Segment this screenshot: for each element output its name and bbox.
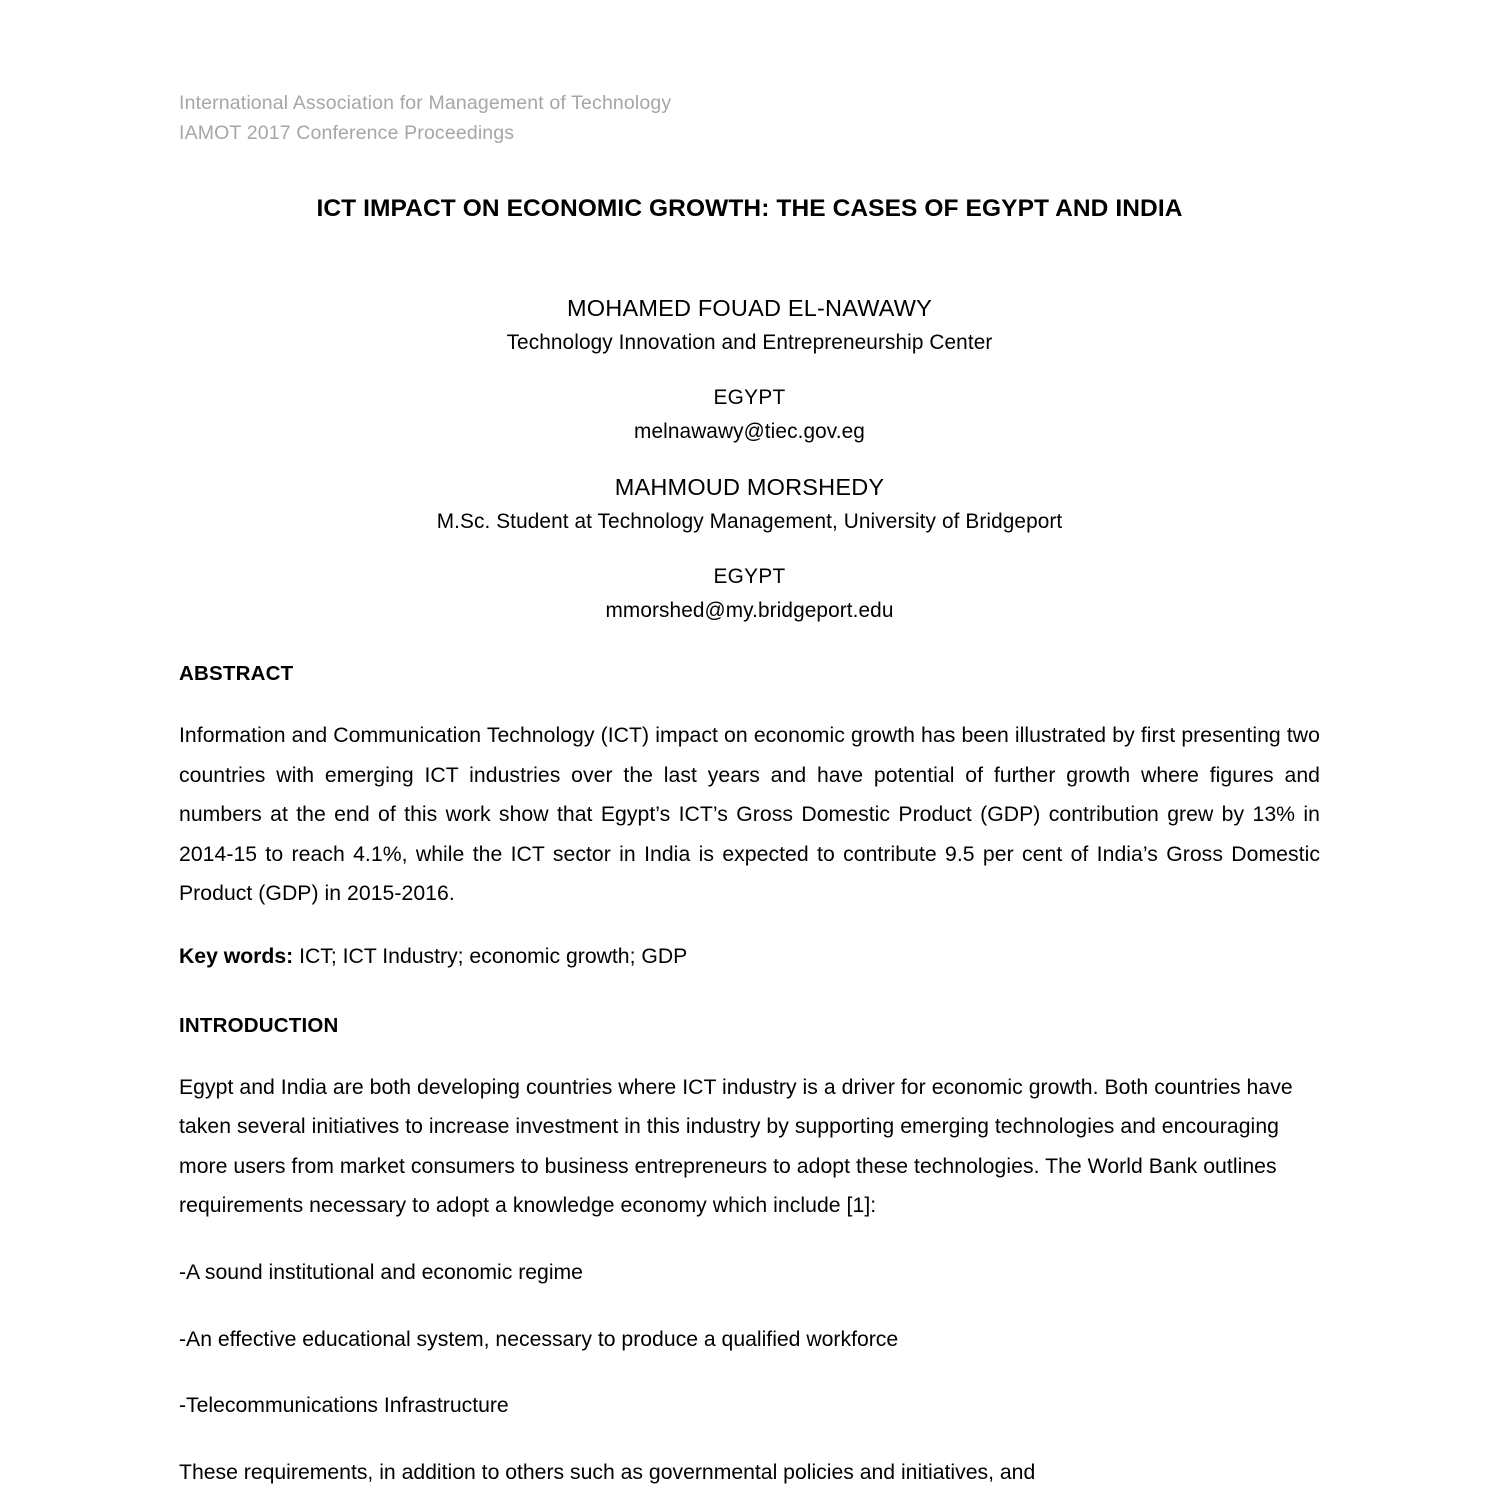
author-country: EGYPT (713, 386, 786, 409)
list-item: -A sound institutional and economic regime (179, 1260, 583, 1284)
running-header (179, 0, 1320, 148)
running-header-line-1: International Association for Management of Technology (179, 92, 672, 114)
introduction-heading: INTRODUCTION (179, 1013, 339, 1037)
introduction-paragraph-2: These requirements, in addition to others such as governmental policies and initiatives, and (179, 1460, 1036, 1484)
keywords-line (179, 937, 1320, 977)
abstract-heading: ABSTRACT (179, 662, 294, 685)
running-header-line-2: IAMOT 2017 Conference Proceedings (179, 122, 515, 144)
author-name: MAHMOUD MORSHEDY (614, 474, 885, 500)
author-block-2 (179, 469, 1320, 628)
author-name: MOHAMED FOUAD EL-NAWAWY (567, 295, 932, 321)
list-item: -An effective educational system, necessary to produce a qualified workforce (179, 1327, 899, 1351)
author-country: EGYPT (713, 565, 786, 588)
introduction-paragraph-1: Egypt and India are both developing countries where ICT industry is a driver for economic growth. Both countries have taken several initiatives to increase investment in this industry by supporting emerging technologies and encouraging more users from market consumers to business entrepreneurs to adopt these technologies. The World Bank outlines requirements necessary to adopt a knowledge economy which include [1]: (179, 1075, 1293, 1218)
page-title: ICT IMPACT ON ECONOMIC GROWTH: THE CASES OF EGYPT AND INDIA (316, 195, 1183, 222)
author-block-1 (179, 290, 1320, 449)
author-email: mmorshed@my.bridgeport.edu (605, 599, 894, 622)
author-email: melnawawy@tiec.gov.eg (634, 420, 865, 443)
keywords-label: Key words: (179, 944, 294, 968)
author-affiliation: M.Sc. Student at Technology Management, University of Bridgeport (436, 510, 1063, 533)
abstract-body: Information and Communication Technology (ICT) impact on economic growth has been illustrated by first presenting two countries with emerging ICT industries over the last years and have potential of further growth where figures and numbers at the end of this work show that Egypt’s ICT’s Gross Domestic Product (GDP) contribution grew by 13% in 2014-15 to reach 4.1%, while the ICT sector in India is expected to contribute 9.5 per cent of India’s Gross Domestic Product (GDP) in 2015-2016. (179, 724, 1320, 906)
page-content-column (179, 0, 1320, 1492)
list-item: -Telecommunications Infrastructure (179, 1394, 509, 1418)
keywords-value: ICT; ICT Industry; economic growth; GDP (299, 944, 688, 968)
author-affiliation: Technology Innovation and Entrepreneurship Center (506, 331, 993, 354)
